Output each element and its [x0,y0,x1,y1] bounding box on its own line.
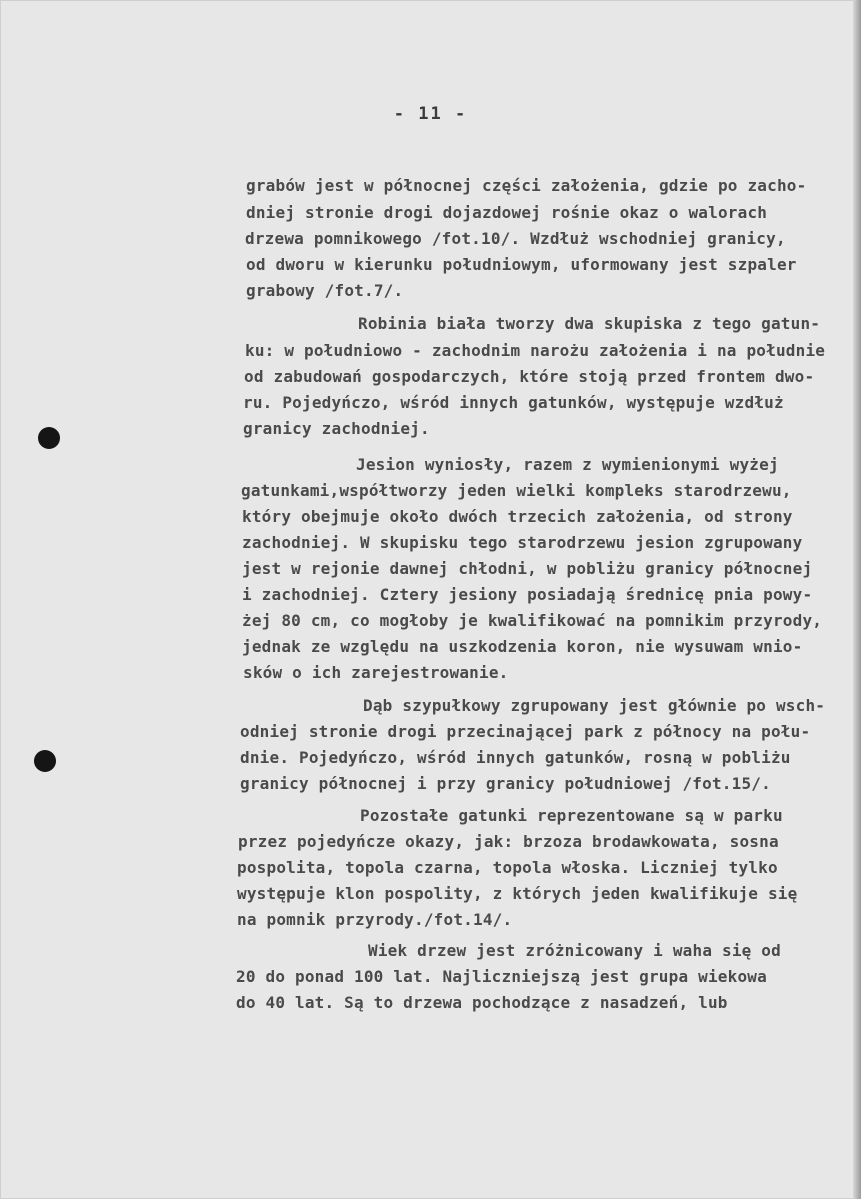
text-line: i zachodniej. Cztery jesiony posiadają średnicę pnia powy- [242,585,813,604]
text-line: na pomnik przyrody./fot.14/. [237,910,513,929]
page-edge-shadow [853,0,861,1199]
text-line: grabowy /fot.7/. [246,281,404,300]
punch-hole-upper [38,427,60,449]
text-line: do 40 lat. Są to drzewa pochodzące z nasadzeń, lub [236,993,728,1012]
text-line: sków o ich zarejestrowanie. [243,663,509,682]
text-line: od zabudowań gospodarczych, które stoją przed frontem dwo- [244,367,815,386]
text-line: drzewa pomnikowego /fot.10/. Wzdłuż wschodniej granicy, [245,229,786,248]
text-line: Wiek drzew jest zróżnicowany i waha się od [368,941,781,960]
text-line: granicy zachodniej. [243,419,430,438]
text-line: Jesion wyniosły, razem z wymienionymi wyżej [356,455,779,474]
text-line: Pozostałe gatunki reprezentowane są w parku [360,806,783,825]
text-line: ru. Pojedyńczo, wśród innych gatunków, występuje wzdłuż [243,393,784,412]
punch-hole-lower [34,750,56,772]
text-line: dnie. Pojedyńczo, wśród innych gatunków, rosną w pobliżu [240,748,791,767]
text-line: ku: w południowo - zachodnim narożu założenia i na południe [245,341,826,360]
text-line: pospolita, topola czarna, topola włoska. Liczniej tylko [237,858,778,877]
text-line: granicy północnej i przy granicy południowej /fot.15/. [240,774,771,793]
text-line: 20 do ponad 100 lat. Najliczniejszą jest grupa wiekowa [236,967,767,986]
text-line: Dąb szypułkowy zgrupowany jest głównie po wsch- [363,696,826,715]
text-line: Robinia biała tworzy dwa skupiska z tego gatun- [358,314,821,333]
text-line: gatunkami,współtworzy jeden wielki kompleks starodrzewu, [241,481,792,500]
text-line: grabów jest w północnej części założenia, gdzie po zacho- [246,176,807,195]
text-line: który obejmuje około dwóch trzecich założenia, od strony [242,507,793,526]
text-line: zachodniej. W skupisku tego starodrzewu jesion zgrupowany [242,533,803,552]
text-line: odniej stronie drogi przecinającej park z północy na połu- [240,722,811,741]
page-number: - 11 - [393,104,468,124]
text-line: od dworu w kierunku południowym, uformowany jest szpaler [246,255,797,274]
text-line: przez pojedyńcze okazy, jak: brzoza brodawkowata, sosna [238,832,779,851]
text-line: żej 80 cm, co mogłoby je kwalifikować na pomnikim przyrody, [242,611,823,630]
text-line: jednak ze względu na uszkodzenia koron, nie wysuwam wnio- [242,637,803,656]
text-line: dniej stronie drogi dojazdowej rośnie okaz o walorach [246,203,768,222]
text-line: występuje klon pospolity, z których jeden kwalifikuje się [237,884,798,903]
text-line: jest w rejonie dawnej chłodni, w pobliżu granicy północnej [242,559,813,578]
